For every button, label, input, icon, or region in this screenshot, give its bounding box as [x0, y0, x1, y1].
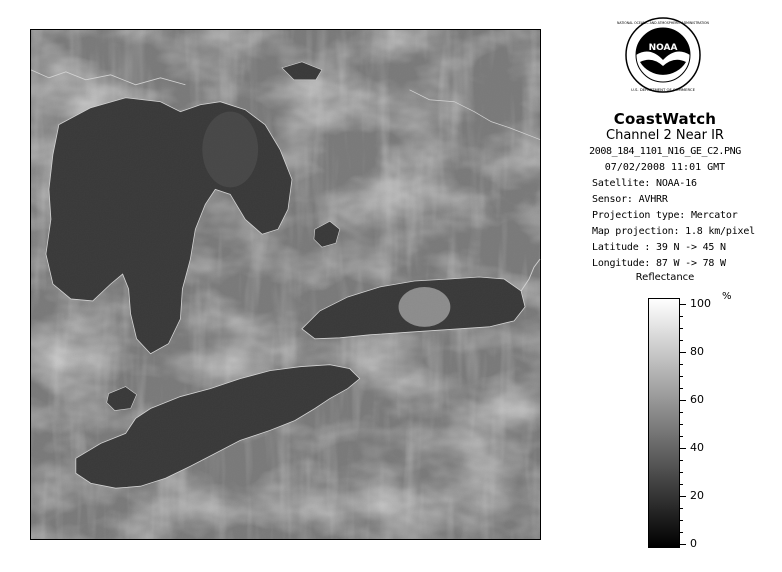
- colorbar-minor-tick: [680, 436, 683, 437]
- colorbar-minor-tick: [680, 364, 683, 365]
- colorbar-minor-tick: [680, 460, 683, 461]
- colorbar-minor-tick: [680, 532, 683, 533]
- colorbar-minor-tick: [680, 484, 683, 485]
- colorbar-minor-tick: [680, 316, 683, 317]
- colorbar-tick-label: 20: [690, 489, 704, 502]
- satellite-image: [31, 30, 540, 539]
- image-grain: [31, 30, 540, 539]
- colorbar-minor-tick: [680, 472, 683, 473]
- channel-label: Channel 2 Near IR: [606, 128, 724, 143]
- sensor-label: Sensor: AVHRR: [592, 194, 668, 205]
- colorbar-tick-mark: [680, 448, 686, 449]
- product-title: CoastWatch: [613, 110, 717, 128]
- colorbar-tick-mark: [680, 304, 686, 305]
- colorbar-minor-tick: [680, 328, 683, 329]
- noaa-logo-ring-top: NATIONAL OCEANIC AND ATMOSPHERIC ADMINISTRATION: [617, 21, 709, 25]
- colorbar-minor-tick: [680, 508, 683, 509]
- colorbar-tick-label: 80: [690, 345, 704, 358]
- colorbar-minor-tick: [680, 340, 683, 341]
- colorbar-unit: %: [722, 291, 732, 302]
- colorbar-tick-label: 100: [690, 297, 711, 310]
- satellite-label: Satellite: NOAA-16: [592, 178, 697, 189]
- noaa-logo-ring-bottom: U.S. DEPARTMENT OF COMMERCE: [631, 87, 695, 92]
- colorbar-tick-mark: [680, 400, 686, 401]
- projection-type-label: Projection type: Mercator: [592, 210, 738, 221]
- colorbar-tick-label: 0: [690, 537, 697, 550]
- colorbar-ticks: [548, 0, 782, 572]
- colorbar-minor-tick: [680, 424, 683, 425]
- file-name: 2008_184_1101_N16_GE_C2.PNG: [589, 146, 741, 157]
- map-projection-label: Map projection: 1.8 km/pixel: [592, 226, 755, 237]
- colorbar-tick-mark: [680, 496, 686, 497]
- colorbar-tick-label: 40: [690, 441, 704, 454]
- colorbar-tick-mark: [680, 352, 686, 353]
- colorbar-minor-tick: [680, 520, 683, 521]
- colorbar-title: Reflectance: [635, 272, 695, 283]
- longitude-range-label: Longitude: 87 W -> 78 W: [592, 258, 726, 269]
- info-panel: [548, 0, 782, 572]
- latitude-range-label: Latitude : 39 N -> 45 N: [592, 242, 726, 253]
- satellite-image-map: [30, 29, 541, 540]
- acquisition-datetime: 07/02/2008 11:01 GMT: [604, 162, 726, 173]
- colorbar-minor-tick: [680, 412, 683, 413]
- colorbar-minor-tick: [680, 388, 683, 389]
- colorbar-minor-tick: [680, 376, 683, 377]
- colorbar-tick-label: 60: [690, 393, 704, 406]
- colorbar-tick-mark: [680, 544, 686, 545]
- noaa-logo-text: NOAA: [648, 43, 678, 53]
